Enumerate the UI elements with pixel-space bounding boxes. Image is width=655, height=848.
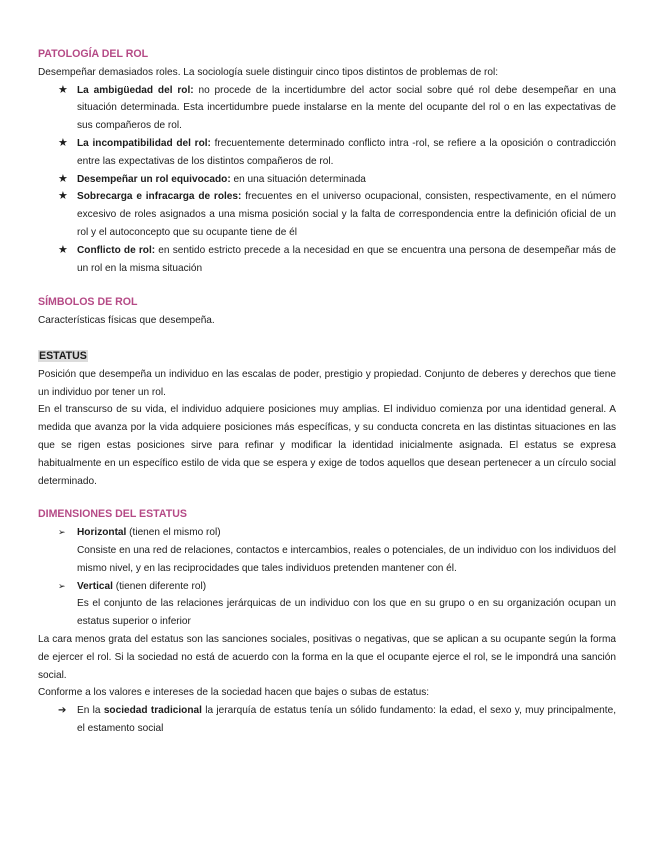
item-term: sociedad tradicional [103, 705, 202, 717]
simbolos-text: Características físicas que desempeña. [38, 315, 215, 327]
estatus-paragraph-2: En el transcurso de su vida, el individuo adquiere posiciones muy amplias. El individuo comienza por una identidad general. A medida que avanza por la vida adquiere posiciones más específicas, y su conducta concreta en las distintas situaciones en las que se rigen estas posiciones sirve para refinar y modificar la identidad inicialmente asignada. El estatus se expresa habitualmente en un específico estilo de vida que se espera y exige de todos aquellos que desean pertenecer a un círculo social determinado. [38, 404, 616, 487]
triangle-bullet-icon: ➢ [58, 527, 66, 538]
star-bullet-icon: ★ [58, 243, 68, 256]
star-bullet-icon: ★ [58, 136, 68, 149]
dimensiones-heading: DIMENSIONES DEL ESTATUS [38, 508, 187, 521]
star-bullet-icon: ★ [58, 172, 68, 185]
item-term: Horizontal [77, 527, 127, 539]
list-item [38, 242, 616, 278]
list-item [38, 135, 616, 171]
dimensiones-list-2 [38, 578, 616, 596]
item-term: La ambigüedad del rol: [77, 84, 194, 96]
list-item [38, 188, 616, 241]
item-term: Desempeñar un rol equivocado: [77, 173, 231, 185]
star-bullet-icon: ★ [58, 190, 68, 203]
item-term: Conflicto de rol: [77, 244, 156, 256]
estatus-paragraph-1: Posición que desempeña un individuo en las escalas de poder, prestigio y propiedad. Conjunto de deberes y derechos que tiene un individuo por tener un rol. [38, 368, 616, 398]
horizontal-description: Consiste en una red de relaciones, contactos e intercambios, reales o potenciales, de un individuo con los individuos del mismo nivel, y en las reciprocidades que tales individuos pretenden mantener con él. [77, 544, 616, 574]
item-text: frecuentes en el universo ocupacional, consisten, respectivamente, en el número excesivo de roles asignados a una misma posición social y la falta de correspondencia entre la definición oficial de un rol y el autoconcepto que su ocupante tiene de él [77, 191, 616, 238]
item-text: la jerarquía de estatus tenía un sólido fundamento: la edad, el sexo y, muy principalmente, el estamento social [77, 705, 617, 734]
arrow-bullet-icon: ➔ [58, 705, 67, 717]
document-page [38, 46, 616, 738]
item-suffix: (tienen diferente rol) [112, 580, 207, 592]
estatus-heading-text: ESTATUS [39, 349, 87, 362]
list-item [38, 578, 616, 596]
item-text: en sentido estricto precede a la necesidad en que se encuentra una persona de desempeñar más de un rol en la misma situación [77, 244, 616, 274]
item-text: en una situación determinada [230, 173, 366, 185]
dimensiones-paragraph-2: Conforme a los valores e intereses de la sociedad hacen que bajes o subas de estatus: [38, 687, 430, 699]
patologia-list [38, 82, 616, 278]
estatus-heading [38, 348, 616, 366]
simbolos-heading: SÍMBOLOS DE ROL [38, 296, 138, 309]
item-term: La incompatibilidad del rol: [77, 137, 211, 149]
item-pre: En la [77, 705, 104, 717]
item-term: Sobrecarga e infracarga de roles: [77, 191, 242, 203]
patologia-intro: Desempeñar demasiados roles. La sociología suele distinguir cinco tipos distintos de problemas de rol: [38, 66, 499, 78]
triangle-bullet-icon: ➢ [58, 580, 66, 591]
item-suffix: (tienen el mismo rol) [126, 527, 221, 539]
list-item [38, 82, 616, 135]
item-text: frecuentemente determinado conflicto intra -rol, se refiere a la oposición o contradicción entre las expectativas de los distintos compañeros de rol. [77, 137, 616, 167]
dimensiones-list [38, 524, 616, 542]
patologia-heading: PATOLOGÍA DEL ROL [38, 48, 149, 60]
item-text: no procede de la incertidumbre del actor social sobre qué rol debe desempeñar en una situación determinada. Esta incertidumbre puede instalarse en la mente del ocupante del rol o en las expectativas de sus compañeros de rol. [77, 84, 616, 132]
list-item [38, 702, 616, 738]
dimensiones-paragraph-1: La cara menos grata del estatus son las sanciones sociales, positivas o negativas, que se aplican a su ocupante según la forma de ejercer el rol. Si la sociedad no está de acuerdo con la forma en la que el ocupante ejerce el rol, se le impondrá una sanción social. [38, 633, 616, 681]
vertical-description: Es el conjunto de las relaciones jerárquicas de un individuo con los que en su grupo o en su organización ocupan un estatus superior o inferior [77, 598, 616, 628]
arrow-list [38, 702, 616, 738]
list-item [38, 171, 616, 189]
list-item [38, 524, 616, 542]
star-bullet-icon: ★ [58, 83, 68, 96]
item-term: Vertical [77, 580, 113, 592]
